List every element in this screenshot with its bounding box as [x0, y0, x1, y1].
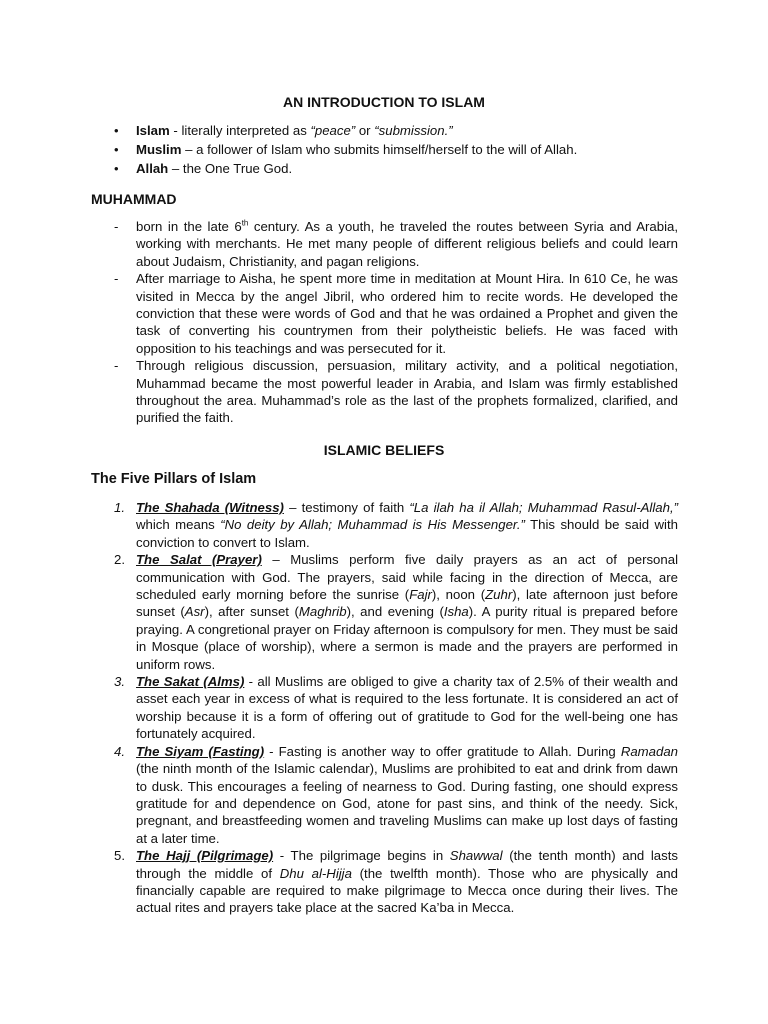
- bullet-icon: •: [114, 161, 119, 176]
- five-pillars-list: [114, 499, 678, 917]
- bullet-icon: •: [114, 123, 119, 138]
- dash-icon: -: [114, 219, 119, 234]
- pillar-hajj: 5. The Hajj (Pilgrimage) - The pilgrimage begins in Shawwal (the tenth month) and lasts through the middle of Dhu al-Hijja (the twelfth month). Those who are physically and financially capable are required to make pilgrimage to Mecca once during their lives. The actual rites and prayers take place at the sacred Ka’ba in Mecca.: [114, 848, 678, 916]
- muhammad-point: - born in the late 6th century. As a youth, he traveled the routes between Syria and Arabia, working with merchants. He met many people of different religious beliefs and could learn about Judaism, Christianity, and pagan religions.: [114, 218, 678, 269]
- pillar-name: The Hajj (Pilgrimage): [136, 848, 274, 864]
- dash-icon: -: [114, 358, 119, 374]
- list-number: 5.: [114, 848, 125, 864]
- pillar-name: The Shahada (Witness): [136, 500, 284, 515]
- pillar-siyam: 4. The Siyam (Fasting) - Fasting is another way to offer gratitude to Allah. During Ramadan (the ninth month of the Islamic calendar), Muslims are prohibited to eat and drink from dawn to dusk. This encourages a feeling of nearness to God. During fasting, one should express gratitude for and dependence on God, atone for past sins, and think of the needy. Sick, pregnant, and breastfeeding women and traveling Muslims can make up lost days of fasting at a later time.: [114, 743, 678, 846]
- section-heading-muhammad: MUHAMMAD: [91, 191, 177, 207]
- definitions-list: [114, 122, 577, 179]
- list-number: 1.: [114, 500, 125, 515]
- muhammad-points: [114, 218, 678, 427]
- muhammad-point: - Through religious discussion, persuasion, military activity, and a political negotiation, Muhammad became the most powerful leader in Arabia, and Islam was firmly established throughout the area. Muhammad’s role as the last of the prophets formalized, clarified, and purified the faith.: [114, 358, 678, 426]
- list-number: 4.: [114, 743, 125, 759]
- list-number: 3.: [114, 674, 125, 690]
- pillar-name: The Siyam (Fasting): [136, 743, 265, 759]
- definition-term: Islam: [136, 123, 170, 138]
- definition-allah: • Allah – the One True God.: [114, 161, 293, 176]
- pillar-salat: 2. The Salat (Prayer) – Muslims perform five daily prayers as an act of personal communication with God. The prayers, said while facing in the direction of Mecca, are scheduled early morning before the sunrise (Fajr), noon (Zuhr), late afternoon just before sunset (Asr), after sunset (Maghrib), and evening (Isha). A purity ritual is prepared before praying. A congretional prayer on Friday afternoon is compulsory for men. They must be said in Mosque (place of worship), where a sermon is made and the prayers are performed in uniform rows.: [114, 552, 678, 672]
- subheading-five-pillars: The Five Pillars of Islam: [91, 471, 257, 487]
- section-heading-beliefs: ISLAMIC BELIEFS: [323, 442, 445, 458]
- definition-islam: • Islam - literally interpreted as “peace” or “submission.”: [114, 123, 453, 138]
- list-number: 2.: [114, 552, 125, 568]
- definition-term: Muslim: [136, 142, 182, 157]
- definition-term: Allah: [136, 161, 169, 176]
- pillar-sakat: 3. The Sakat (Alms) - all Muslims are obliged to give a charity tax of 2.5% of their wealth and asset each year in excess of what is required to the less fortunate. It is considered an act of worship because it is a form of offering out of gratitude to God for the well-being one has fortunately acquired.: [114, 674, 678, 742]
- document-title: AN INTRODUCTION TO ISLAM: [283, 94, 485, 110]
- bullet-icon: •: [114, 142, 119, 157]
- pillar-shahada: 1. The Shahada (Witness) – testimony of faith “La ilah ha il Allah; Muhammad Rasul-Allah,” which means “No deity by Allah; Muhammad is His Messenger.” This should be said with conviction to convert to Islam.: [114, 500, 678, 550]
- dash-icon: -: [114, 271, 119, 287]
- definition-muslim: • Muslim – a follower of Islam who submits himself/herself to the will of Allah.: [114, 142, 578, 157]
- pillar-name: The Sakat (Alms): [136, 674, 245, 690]
- muhammad-point: - After marriage to Aisha, he spent more time in meditation at Mount Hira. In 610 Ce, he was visited in Mecca by the angel Jibril, who ordered him to recite words. He developed the conviction that these were words of God and that he was ordained a Prophet and given the task of converting his countrymen from their polytheistic beliefs. He was faced with opposition to his teachings and was persecuted for it.: [114, 271, 678, 356]
- pillar-name: The Salat (Prayer): [136, 552, 262, 568]
